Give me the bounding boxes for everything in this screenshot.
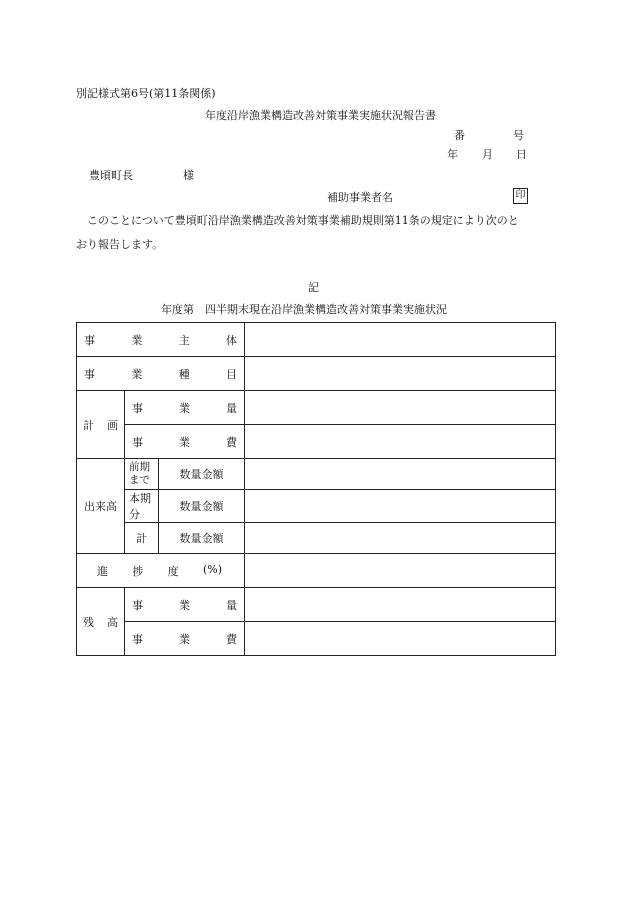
table-row <box>77 554 556 588</box>
previous-value-cell[interactable] <box>245 459 556 490</box>
label-char: 残 <box>83 615 94 629</box>
current-value-cell[interactable] <box>245 490 556 523</box>
current-qty-amount-label-cell: 数量金額 <box>159 490 245 523</box>
label-char: 事 <box>132 632 143 646</box>
plan-volume-value-cell[interactable] <box>245 391 556 425</box>
label-char: 業 <box>179 401 191 415</box>
label-char: 事 <box>132 435 143 449</box>
plan-cost-label-cell <box>125 425 245 459</box>
label-char: 主 <box>178 333 190 347</box>
addressee: 豊頃町長 <box>89 169 133 182</box>
body-text-line-1: このことについて豊頃町沿岸漁業構造改善対策事業補助規則第11条の規定により次のと <box>87 214 519 227</box>
label-char: 量 <box>226 401 238 415</box>
label-char: 事 <box>84 367 95 381</box>
record-heading: 記 <box>308 281 319 294</box>
label-char: 度 <box>167 564 179 578</box>
table-row <box>77 459 556 490</box>
table-row <box>77 323 556 357</box>
plan-volume-label-cell <box>125 391 245 425</box>
total-qty-amount-label-cell: 数量金額 <box>159 523 245 554</box>
label-char: 事 <box>132 401 143 415</box>
honorific: 様 <box>183 169 194 182</box>
applicant-label: 補助事業者名 <box>327 191 393 204</box>
balance-volume-label-cell <box>125 588 245 622</box>
label-char: 種 <box>178 367 190 381</box>
table-row <box>77 425 556 459</box>
balance-volume-value-cell[interactable] <box>245 588 556 622</box>
previous-qty-amount-label-cell: 数量金額 <box>159 459 245 490</box>
label-char: (%) <box>202 562 223 576</box>
table-row <box>77 523 556 554</box>
balance-cost-value-cell[interactable] <box>245 622 556 656</box>
balance-cost-label-cell <box>125 622 245 656</box>
label-char: 事 <box>132 598 143 612</box>
label-char: 費 <box>226 435 238 449</box>
table-row <box>77 490 556 523</box>
table-subtitle: 年度第 四半期末現在沿岸漁業構造改善対策事業実施状況 <box>161 303 447 316</box>
body-text-line-2: おり報告します。 <box>76 238 164 251</box>
previous-period-label-cell: 前期まで <box>125 459 159 490</box>
document-title: 年度沿岸漁業構造改善対策事業実施状況報告書 <box>205 109 436 122</box>
status-table <box>76 322 556 656</box>
table-row <box>77 588 556 622</box>
date-month-label: 月 <box>482 148 493 161</box>
entity-value-cell[interactable] <box>245 323 556 357</box>
progress-rate-label-cell <box>77 554 245 588</box>
plan-cost-value-cell[interactable] <box>245 425 556 459</box>
table-row <box>77 391 556 425</box>
entity-label-cell <box>77 323 245 357</box>
label-char: 画 <box>107 418 118 432</box>
label-char: 進 <box>97 564 108 578</box>
progress-amount-label-cell: 出来高 <box>77 459 125 554</box>
label-char: 業 <box>179 435 191 449</box>
label-char: 体 <box>226 333 238 347</box>
date-day-label: 日 <box>516 148 527 161</box>
table-row <box>77 357 556 391</box>
label-char: 業 <box>131 333 143 347</box>
number-label-1: 番 <box>454 129 465 142</box>
label-char: 高 <box>107 615 118 629</box>
label-char: 捗 <box>132 564 144 578</box>
total-value-cell[interactable] <box>245 523 556 554</box>
balance-label-cell <box>77 588 125 656</box>
total-label-cell: 計 <box>125 523 159 554</box>
label-char: 費 <box>226 632 238 646</box>
label-char: 計 <box>83 418 94 432</box>
label-char: 目 <box>226 367 238 381</box>
label-char: 量 <box>226 598 238 612</box>
label-char: 業 <box>131 367 143 381</box>
category-label-cell <box>77 357 245 391</box>
current-period-label-cell: 本期分 <box>125 490 159 523</box>
seal-text: 印 <box>513 188 528 204</box>
form-label: 別記様式第6号(第11条関係) <box>76 87 216 100</box>
table-row <box>77 622 556 656</box>
label-char: 事 <box>84 333 95 347</box>
label-char: 業 <box>179 598 191 612</box>
progress-rate-value-cell[interactable] <box>245 554 556 588</box>
seal-mark <box>513 188 528 204</box>
category-value-cell[interactable] <box>245 357 556 391</box>
number-label-2: 号 <box>513 129 524 142</box>
label-char: 業 <box>179 632 191 646</box>
date-year-label: 年 <box>447 148 458 161</box>
plan-label-cell <box>77 391 125 459</box>
